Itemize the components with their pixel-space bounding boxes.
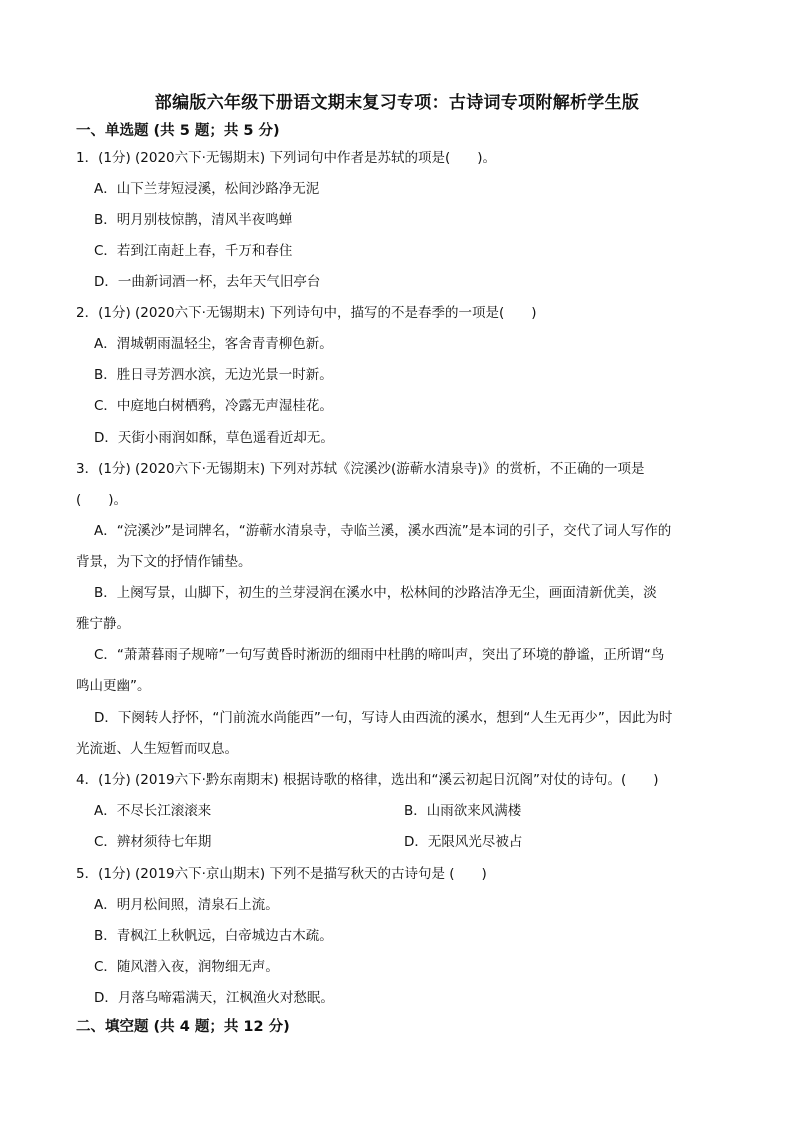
question-3-option-c-cont: 鸣山更幽”。 bbox=[76, 678, 151, 694]
section-heading-single-choice: 一、单选题 (共 5 题；共 5 分) bbox=[76, 123, 280, 139]
question-2-option-d: D．天街小雨润如酥，草色遥看近却无。 bbox=[94, 430, 334, 446]
question-3-option-a-cont: 背景，为下文的抒情作铺垫。 bbox=[76, 554, 252, 570]
question-1-option-d: D．一曲新词酒一杯，去年天气旧亭台 bbox=[94, 274, 321, 290]
question-2-option-b: B．胜日寻芳泗水滨，无边光景一时新。 bbox=[94, 367, 333, 383]
question-4-option-b: B．山雨欲来风满楼 bbox=[404, 803, 522, 819]
question-3-option-a: A．“浣溪沙”是词牌名，“游蕲水清泉寺，寺临兰溪，溪水西流”是本词的引子，交代了词人写作的 bbox=[94, 523, 672, 539]
question-1-stem: 1．(1分) (2020六下·无锡期末) 下列词句中作者是苏轼的项是( )。 bbox=[76, 150, 497, 166]
question-5-option-c: C．随风潜入夜，润物细无声。 bbox=[94, 959, 279, 975]
question-1-option-a: A．山下兰芽短浸溪，松间沙路净无泥 bbox=[94, 181, 320, 197]
question-5-option-b: B．青枫江上秋帆远，白帝城边古木疏。 bbox=[94, 928, 333, 944]
question-4-option-a: A．不尽长江滚滚来 bbox=[94, 803, 212, 819]
question-4-option-d: D．无限风光尽被占 bbox=[404, 834, 523, 850]
question-2-stem: 2．(1分) (2020六下·无锡期末) 下列诗句中，描写的不是春季的一项是( ) bbox=[76, 305, 537, 321]
question-5-option-a: A．明月松间照，清泉石上流。 bbox=[94, 897, 279, 913]
question-5-option-d: D．月落乌啼霜满天，江枫渔火对愁眠。 bbox=[94, 990, 334, 1006]
question-3-option-d: D．下阕转人抒怀，“门前流水尚能西”一句，写诗人由西流的溪水，想到“人生无再少”，因此为时 bbox=[94, 710, 673, 726]
question-4-option-c: C．辨材须待七年期 bbox=[94, 834, 212, 850]
question-4-stem: 4．(1分) (2019六下·黔东南期末) 根据诗歌的格律，选出和“溪云初起日沉阁”对仗的诗句。( ) bbox=[76, 772, 659, 788]
section-heading-fill-in: 二、填空题 (共 4 题；共 12 分) bbox=[76, 1019, 290, 1035]
question-2-option-a: A．渭城朝雨温轻尘，客舍青青柳色新。 bbox=[94, 336, 333, 352]
document-title: 部编版六年级下册语文期末复习专项：古诗词专项附解析学生版 bbox=[154, 93, 640, 113]
question-1-option-b: B．明月别枝惊鹊，清风半夜鸣蝉 bbox=[94, 212, 293, 228]
question-2-option-c: C．中庭地白树栖鸦，冷露无声湿桂花。 bbox=[94, 398, 333, 414]
question-3-option-d-cont: 光流逝、人生短暂而叹息。 bbox=[76, 741, 238, 757]
question-5-stem: 5．(1分) (2019六下·京山期末) 下列不是描写秋天的古诗句是 ( ) bbox=[76, 866, 487, 882]
question-3-option-b-cont: 雅宁静。 bbox=[76, 616, 130, 632]
question-1-option-c: C．若到江南赶上春，千万和春住 bbox=[94, 243, 293, 259]
question-3-option-c: C．“萧萧暮雨子规啼”一句写黄昏时淅沥的细雨中杜鹃的啼叫声，突出了环境的静谧，正所谓“鸟 bbox=[94, 647, 665, 663]
question-3-stem: 3．(1分) (2020六下·无锡期末) 下列对苏轼《浣溪沙(游蕲水清泉寺)》的赏析，不正确的一项是 bbox=[76, 461, 645, 477]
question-3-stem-cont: ( )。 bbox=[76, 492, 128, 508]
question-3-option-b: B．上阕写景，山脚下，初生的兰芽浸润在溪水中，松林间的沙路洁净无尘，画面清新优美，淡 bbox=[94, 585, 657, 601]
